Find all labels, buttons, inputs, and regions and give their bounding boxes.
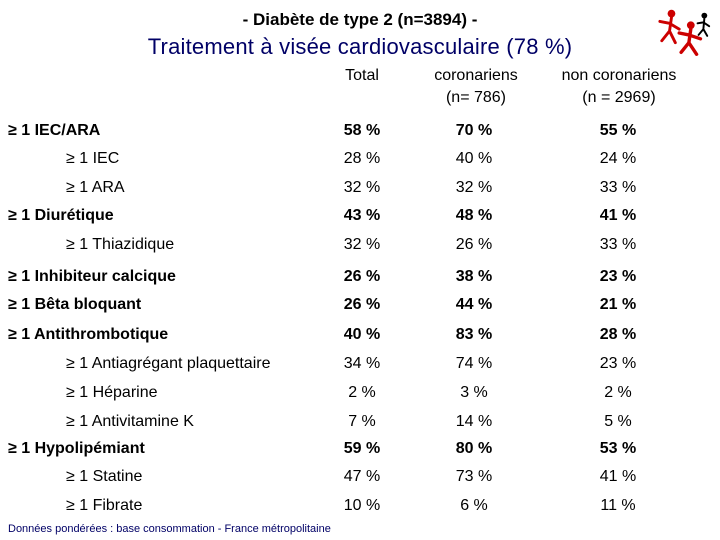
table-row [0, 497, 720, 521]
table-row [0, 384, 720, 408]
cell-non-coronariens: 23 % [599, 355, 637, 372]
table-row [0, 440, 720, 464]
cell-non-coronariens: 55 % [599, 122, 637, 139]
cell-coronariens: 74 % [455, 355, 493, 372]
cell-non-coronariens: 21 % [599, 296, 637, 313]
cell-total: 32 % [343, 236, 381, 253]
cell-total: 47 % [343, 468, 381, 485]
cell-non-coronariens: 28 % [599, 326, 637, 343]
cell-non-coronariens: 33 % [599, 179, 637, 196]
row-label: ≥ 1 Fibrate [66, 497, 143, 514]
cell-total: 34 % [343, 355, 381, 372]
cell-coronariens: 32 % [455, 179, 493, 196]
cell-coronariens: 80 % [455, 440, 493, 457]
table-row [0, 355, 720, 379]
cell-non-coronariens: 24 % [599, 150, 637, 167]
cell-coronariens: 14 % [455, 413, 493, 430]
table-row [0, 236, 720, 260]
column-header-coronariens: coronariens [434, 67, 518, 84]
cell-coronariens: 3 % [460, 384, 488, 401]
row-label: ≥ 1 Inhibiteur calcique [8, 268, 176, 285]
cell-non-coronariens: 53 % [599, 440, 637, 457]
row-label: ≥ 1 IEC/ARA [8, 122, 101, 139]
cell-non-coronariens: 23 % [599, 268, 637, 285]
cell-total: 28 % [343, 150, 381, 167]
cell-total: 26 % [343, 268, 381, 285]
cell-total: 43 % [343, 207, 381, 224]
cell-non-coronariens: 2 % [604, 384, 632, 401]
cell-total: 10 % [343, 497, 381, 514]
page-title: Traitement à visée cardiovasculaire (78 %) [147, 34, 573, 59]
row-label: ≥ 1 Antiagrégant plaquettaire [66, 355, 271, 372]
cell-coronariens: 70 % [455, 122, 493, 139]
row-label: ≥ 1 Hypolipémiant [8, 440, 145, 457]
cell-coronariens: 83 % [455, 326, 493, 343]
row-label: ≥ 1 Statine [66, 468, 143, 485]
cell-non-coronariens: 5 % [604, 413, 632, 430]
cell-non-coronariens: 41 % [599, 468, 637, 485]
table-row [0, 179, 720, 203]
cell-total: 40 % [343, 326, 381, 343]
table-row [0, 468, 720, 492]
table-row [0, 413, 720, 437]
cell-non-coronariens: 33 % [599, 236, 637, 253]
cell-coronariens: 6 % [460, 497, 488, 514]
cell-coronariens: 26 % [455, 236, 493, 253]
row-label: ≥ 1 Diurétique [8, 207, 114, 224]
cell-total: 59 % [343, 440, 381, 457]
table-row [0, 326, 720, 350]
footnote: Données pondérées : base consommation - France métropolitaine [8, 523, 331, 535]
column-header-non-coronariens: non coronariens [561, 67, 677, 84]
column-header-coronariens-n: (n= 786) [445, 89, 507, 106]
row-label: ≥ 1 Bêta bloquant [8, 296, 142, 313]
row-label: ≥ 1 Héparine [66, 384, 158, 401]
row-label: ≥ 1 ARA [66, 179, 125, 196]
table-row [0, 122, 720, 146]
cell-coronariens: 40 % [455, 150, 493, 167]
table-row [0, 150, 720, 174]
cell-total: 7 % [348, 413, 376, 430]
cell-total: 32 % [343, 179, 381, 196]
table-row [0, 296, 720, 320]
cell-coronariens: 44 % [455, 296, 493, 313]
table-row [0, 268, 720, 292]
row-label: ≥ 1 Antithrombotique [8, 326, 169, 343]
row-label: ≥ 1 Antivitamine K [66, 413, 194, 430]
title-line-1: - Diabète de type 2 (n=3894) - [242, 10, 478, 29]
cell-coronariens: 38 % [455, 268, 493, 285]
cell-total: 2 % [348, 384, 376, 401]
cell-total: 26 % [343, 296, 381, 313]
column-header-total: Total [345, 67, 379, 84]
cell-non-coronariens: 41 % [599, 207, 637, 224]
column-header-non-coronariens-n: (n = 2969) [582, 89, 656, 106]
row-label: ≥ 1 Thiazidique [66, 236, 175, 253]
cell-non-coronariens: 11 % [600, 497, 636, 514]
cell-coronariens: 73 % [455, 468, 493, 485]
table-row [0, 207, 720, 231]
cell-coronariens: 48 % [455, 207, 493, 224]
cell-total: 58 % [343, 122, 381, 139]
row-label: ≥ 1 IEC [66, 150, 120, 167]
